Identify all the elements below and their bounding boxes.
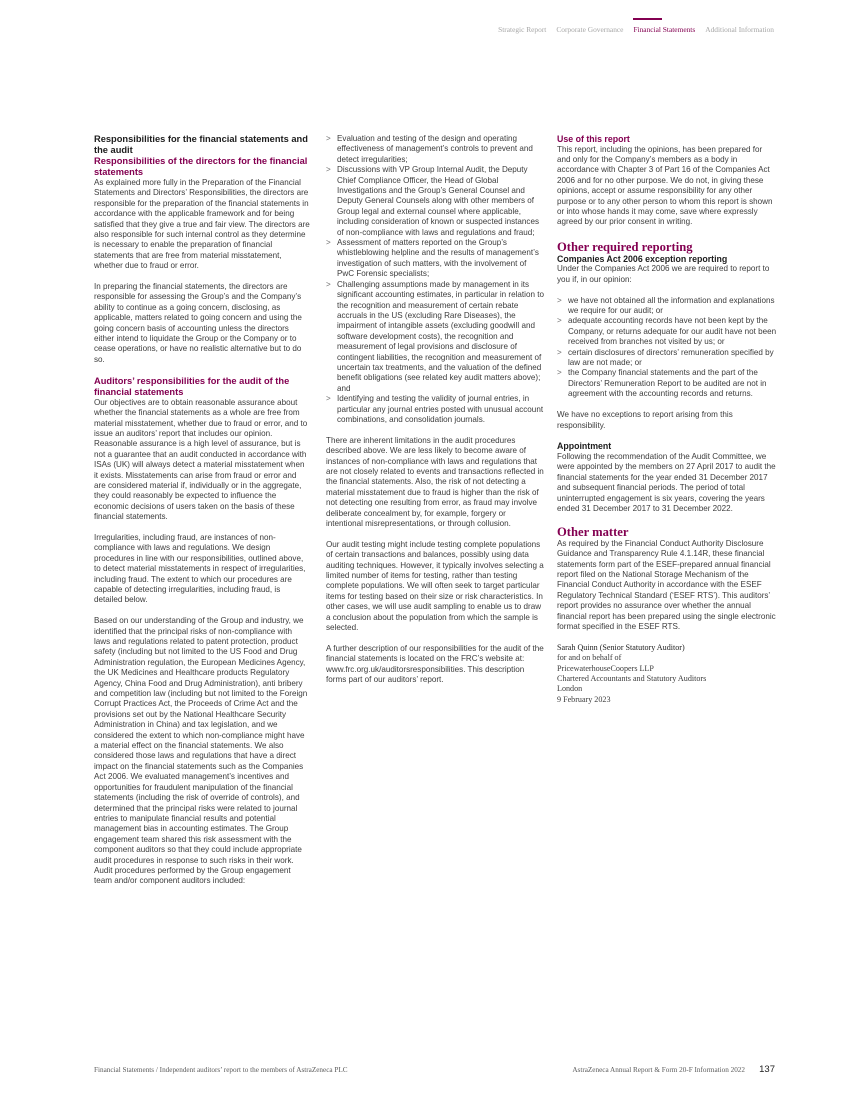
nav-additional-information[interactable]: Additional Information bbox=[705, 25, 774, 34]
signature-capacity: Chartered Accountants and Statutory Auditors bbox=[557, 673, 707, 683]
list-item: > the Company financial statements and the part of the Directors’ Remuneration Report to be audited are not in agreement with the accounting records and returns. bbox=[557, 368, 777, 399]
other-matter-heading: Other matter bbox=[557, 524, 629, 539]
column-left bbox=[94, 134, 310, 897]
signatory-name: Sarah Quinn (Senior Statutory Auditor) bbox=[557, 642, 685, 652]
appointment-heading: Appointment bbox=[557, 441, 612, 452]
testing-paragraph: Our audit testing might include testing complete populations of certain transactions and balances, possibly using data auditing techniques. However, it typically involves selecting a limited number of items for testing, rather than testing complete populations. We will often seek to target particular items for testing based on their size or risk characteristics. In other cases, we will use audit sampling to enable us to draw a conclusion about the population from which the sample is selected. bbox=[326, 539, 544, 633]
other-matter-paragraph: As required by the Financial Conduct Authority Disclosure Guidance and Transparency Rule 4.1.14R, these financial statements form part of the ESEF-prepared annual financial report filed on the National Storage Mechanism of the Financial Conduct Authority in accordance with the ESEF Regulatory Technical Standard (‘ESEF RTS’). This auditors’ report provides no assurance over whether the annual financial report has been prepared using the single electronic format specified in the ESEF RTS. bbox=[557, 538, 776, 631]
responsibilities-heading: Responsibilities for the financial statements and the audit bbox=[94, 134, 308, 155]
other-required-reporting-heading: Other required reporting bbox=[557, 239, 693, 254]
column-right bbox=[557, 134, 777, 705]
footer-breadcrumb: Financial Statements / Independent auditors’ report to the members of AstraZeneca PLC bbox=[94, 1066, 348, 1074]
page-footer bbox=[94, 1064, 775, 1078]
appointment-paragraph: Following the recommendation of the Audit Committee, we were appointed by the members on 27 April 2017 to audit the financial statements for the year ended 31 December 2017 and subsequent financial periods. The period of total uninterrupted engagement is six years, covering the years ended 31 December 2017 to 31 December 2022. bbox=[557, 451, 776, 513]
auditors-paragraph-3: Based on our understanding of the Group and industry, we identified that the principal risks of non-compliance with laws and regulations related to patent protection, product safety (including but not limited to the US Food and Drug Administration regulation, the European Medicines Agency, the UK Medicines and Healthcare products Regulatory Agency, China Food and Drug Administration), anti bribery and competition law (including but not limited to the Foreign Corrupt Practices Act, the Proceeds of Crime Act and the provisions set out by the National Healthcare Security Administration in China) and tax legislation, and we considered the extent to which non-compliance might have a material effect on the financial statements. We also considered those laws and regulations that have a direct impact on the financial statements such as the Companies Act 2006. We evaluated management’s incentives and opportunities for fraudulent manipulation of the financial statements (including the risk of override of controls), and determined that the principal risks were related to journal entries to manipulate financial results and potential management bias in accounting estimates. The Group engagement team shared this risk assessment with the component auditors so that they could include appropriate audit procedures in response to such risks in their work. Audit procedures performed by the Group engagement team and/or component auditors included: bbox=[94, 616, 308, 886]
signature-date: 9 February 2023 bbox=[557, 694, 611, 704]
section-nav bbox=[498, 18, 774, 38]
list-item: > Evaluation and testing of the design and operating effectiveness of management’s controls to prevent and detect irregularities; bbox=[326, 134, 544, 165]
use-of-report-paragraph: This report, including the opinions, has been prepared for and only for the Company’s members as a body in accordance with Chapter 3 of Part 16 of the Companies Act 2006 and for no other purpose. We do not, in giving these opinions, accept or assume responsibility for any other purpose or to any other person to whom this report is shown or into whose hands it may come, save where expressly agreed by our prior consent in writing. bbox=[557, 144, 773, 227]
nav-financial-statements[interactable]: Financial Statements bbox=[633, 18, 695, 38]
list-item: > Identifying and testing the validity of journal entries, in particular any journal entries posted with unusual account combinations, and consolidation journals. bbox=[326, 394, 544, 425]
auditors-paragraph-1: Our objectives are to obtain reasonable assurance about whether the financial statements as a whole are free from material misstatement, whether due to fraud or error, and to issue an auditors’ report that includes our opinion. Reasonable assurance is a high level of assurance, but is not a guarantee that an audit conducted in accordance with ISAs (UK) will always detect a material misstatement when it exists. Misstatements can arise from fraud or error and are considered material if, individually or in the aggregate, they could reasonably be expected to influence the economic decisions of users taken on the basis of these financial statements. bbox=[94, 397, 308, 522]
exception-list bbox=[557, 296, 777, 400]
footer-report-title: AstraZeneca Annual Report & Form 20-F Information 2022 bbox=[572, 1066, 745, 1074]
limitations-paragraph: There are inherent limitations in the audit procedures described above. We are less likely to become aware of instances of non-compliance with laws and regulations that are not closely related to events and transactions reflected in the financial statements. Also, the risk of not detecting a material misstatement due to fraud is higher than the risk of not detecting one resulting from error, as fraud may involve deliberate concealment by, for example, forgery or intentional misrepresentations, or through collusion. bbox=[326, 435, 544, 529]
signature-line: for and on behalf of bbox=[557, 653, 622, 663]
directors-responsibilities-subheading: Responsibilities of the directors for the financial statements bbox=[94, 156, 308, 177]
list-item: > adequate accounting records have not been kept by the Company, or returns adequate for our audit have not been received from branches not visited by us; or bbox=[557, 316, 777, 347]
auditors-responsibilities-subheading: Auditors’ responsibilities for the audit of the financial statements bbox=[94, 375, 290, 397]
list-item: > Assessment of matters reported on the Group’s whistleblowing helpline and the results of management’s investigation of such matters, with the involvement of PwC Forensic specialists; bbox=[326, 238, 544, 280]
further-description-paragraph: A further description of our responsibilities for the audit of the financial statements is located on the FRC’s website at: www.frc.org.uk/auditorsresponsibilities. This description forms part of our auditors’ report. bbox=[326, 643, 544, 685]
list-item: > Discussions with VP Group Internal Audit, the Deputy Chief Compliance Officer, the Head of Global Investigations and the Group’s General Counsel and Deputy General Counsels along with other members of Group legal and external counsel where applicable, including consideration of known or suspected instances of non-compliance with laws and regulations and fraud; bbox=[326, 165, 544, 238]
directors-paragraph-1: As explained more fully in the Preparation of the Financial Statements and Directors’ Responsibilities, the directors are responsible for the preparation of the financial statements in accordance with the applicable framework and for being satisfied that they give a true and fair view. The directors are also responsible for such internal control as they determine is necessary to enable the preparation of financial statements that are free from material misstatement, whether due to fraud or error. bbox=[94, 178, 310, 271]
use-of-report-heading: Use of this report bbox=[557, 134, 630, 144]
signature-location: London bbox=[557, 684, 583, 694]
exception-reporting-paragraph: Under the Companies Act 2006 we are required to report to you if, in our opinion: bbox=[557, 264, 770, 284]
directors-paragraph-2: In preparing the financial statements, the directors are responsible for assessing the Group’s and the Company’s ability to continue as a going concern, disclosing, as applicable, matters related to going concern and using the going concern basis of accounting unless the directors either intend to liquidate the Group or the Company or to cease operations, or have no realistic alternative but to do so. bbox=[94, 282, 302, 364]
exception-reporting-heading: Companies Act 2006 exception reporting bbox=[557, 253, 728, 264]
auditors-paragraph-2: Irregularities, including fraud, are instances of non-compliance with laws and regulations. We design procedures in line with our responsibilities, outlined above, to detect material misstatements in respect of irregularities, including fraud. The extent to which our procedures are capable of detecting irregularities, including fraud, is detailed below. bbox=[94, 532, 306, 605]
signature-firm: PricewaterhouseCoopers LLP bbox=[557, 663, 654, 673]
audit-procedures-list bbox=[326, 134, 544, 425]
no-exceptions-paragraph: We have no exceptions to report arising from this responsibility. bbox=[557, 410, 733, 430]
column-middle bbox=[326, 134, 544, 696]
list-item: > we have not obtained all the information and explanations we require for our audit; or bbox=[557, 296, 777, 317]
list-item: > certain disclosures of directors’ remuneration specified by law are not made; or bbox=[557, 348, 777, 369]
list-item: > Challenging assumptions made by management in its significant accounting estimates, in particular in relation to the recognition and measurement of certain rebate accruals in the US (excluding Rare Diseases), the impairment of intangible assets (excluding goodwill and software development costs), the recognition and measurement of legal provisions and disclosure of contingent liabilities, the recognition and measurement of uncertain tax treatments, and the valuation of the defined benefit obligations (see related key audit matters above); and bbox=[326, 280, 544, 394]
nav-strategic-report[interactable]: Strategic Report bbox=[498, 25, 547, 34]
nav-corporate-governance[interactable]: Corporate Governance bbox=[556, 25, 624, 34]
signature-block bbox=[557, 643, 777, 705]
page-number: 137 bbox=[759, 1064, 775, 1075]
